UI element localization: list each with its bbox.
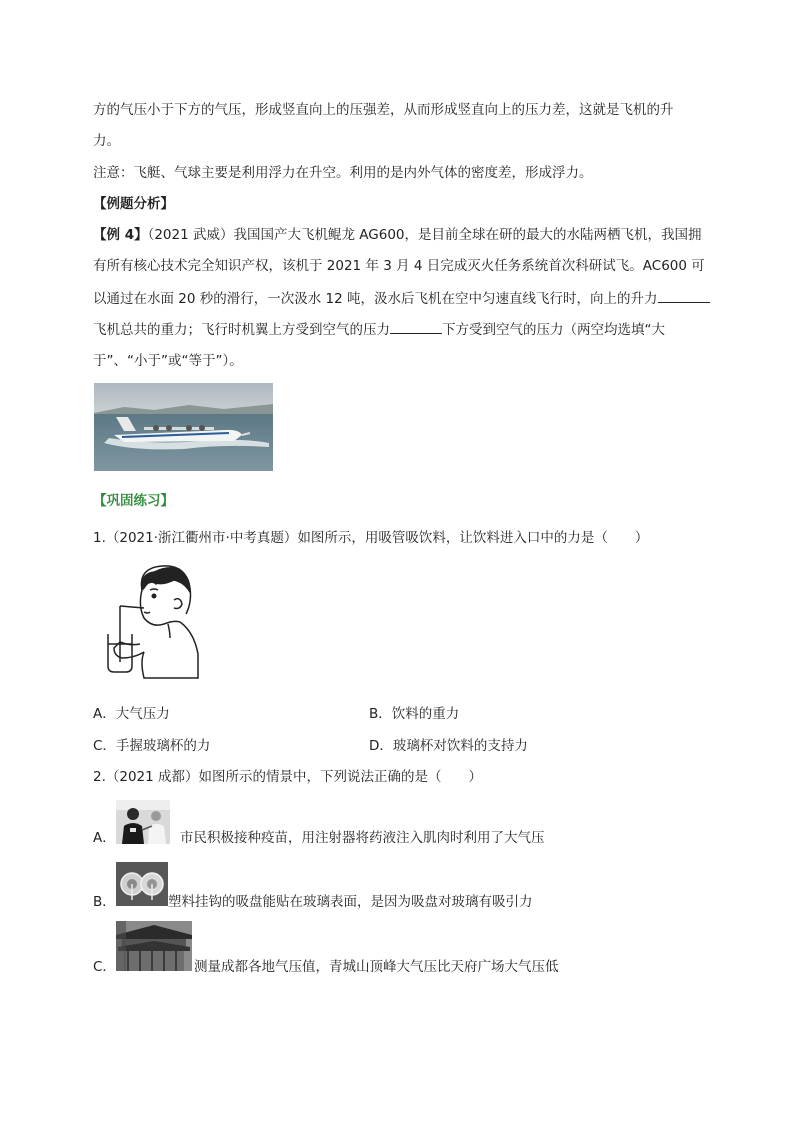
answer-blank[interactable] — [658, 288, 710, 303]
question-1: 1.（2021·浙江衢州市·中考真题）如图所示，用吸管吸饮料，让饮料进入口中的力是（ ） — [93, 530, 649, 546]
example-line: 于”、“小于”或“等于”）。 — [93, 353, 243, 369]
section-heading-example: 【例题分析】 — [93, 196, 174, 212]
q2-option-a-text: 市民积极接种疫苗，用注射器将药液注入肌肉时利用了大气压 — [180, 830, 545, 846]
example-line — [93, 288, 710, 309]
option-d[interactable]: D．玻璃杯对饮料的支持力 — [369, 738, 528, 754]
text-line: 方的气压小于下方的气压，形成竖直向上的压强差，从而形成竖直向上的压力差，这就是飞机的升 — [93, 102, 674, 118]
text-line: 力。 — [93, 133, 120, 149]
example-line — [93, 319, 665, 340]
answer-blank[interactable] — [390, 319, 442, 334]
q2-option-c-text: 测量成都各地气压值，青城山顶峰大气压比天府广场大气压低 — [194, 959, 559, 975]
q2-option-b-label[interactable]: B． — [93, 894, 116, 910]
example-line — [93, 225, 702, 245]
vaccination-photo — [116, 800, 170, 844]
q2-option-c-label[interactable]: C． — [93, 959, 116, 975]
suction-hook-photo — [116, 862, 168, 906]
q2-option-a-label[interactable]: A． — [93, 830, 116, 846]
q2-option-b-text: 塑料挂钩的吸盘能贴在玻璃表面，是因为吸盘对玻璃有吸引力 — [168, 894, 533, 910]
boy-drinking-illustration — [104, 562, 200, 684]
section-heading-practice: 【巩固练习】 — [93, 493, 174, 509]
temple-photo — [116, 921, 192, 971]
example-text: 飞机总共的重力；飞行时机翼上方受到空气的压力 — [93, 322, 390, 338]
option-a[interactable]: A．大气压力 — [93, 706, 170, 722]
note-line: 注意：飞艇、气球主要是利用浮力在升空。利用的是内外气体的密度差，形成浮力。 — [93, 165, 593, 181]
example-tag: 【例 4】 — [93, 227, 148, 243]
option-b[interactable]: B．饮料的重力 — [369, 706, 460, 722]
question-2: 2.（2021 成都）如图所示的情景中，下列说法正确的是（ ） — [93, 769, 483, 785]
example-line: 有所有核心技术完全知识产权，该机于 2021 年 3 月 4 日完成灭火任务系统首次科研试飞。AC600 可 — [93, 258, 705, 274]
option-c[interactable]: C．手握玻璃杯的力 — [93, 738, 211, 754]
example-text: （2021 武威）我国国产大飞机鲲龙 AG600，是目前全球在研的最大的水陆两栖飞机，我国拥 — [147, 227, 702, 243]
example-text: 下方受到空气的压力（两空均选填“大 — [442, 322, 665, 338]
seaplane-photo — [94, 383, 273, 471]
example-text: 以通过在水面 20 秒的滑行，一次汲水 12 吨，汲水后飞机在空中匀速直线飞行时，向上的升力 — [93, 291, 658, 307]
